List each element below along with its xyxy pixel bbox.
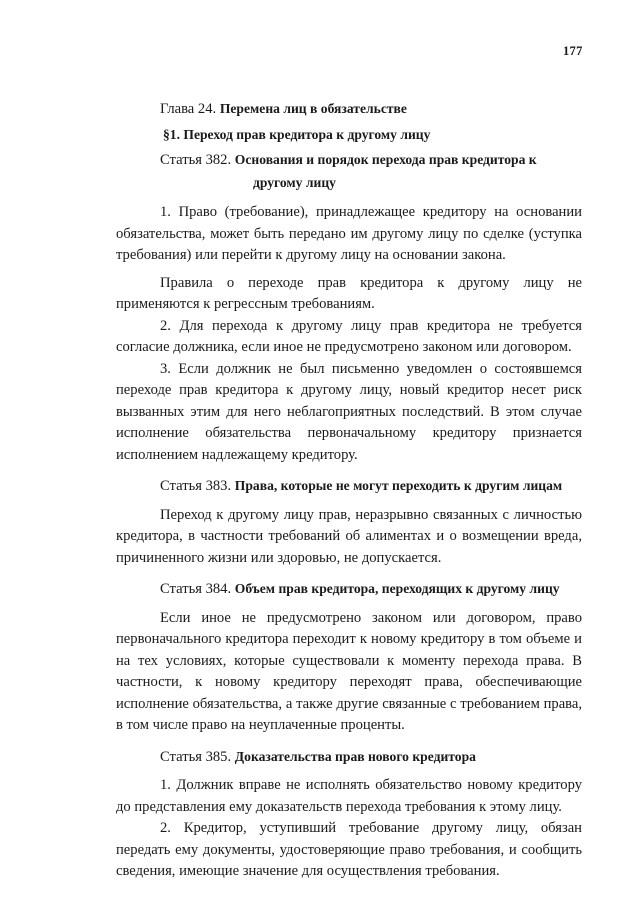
article-title: Доказательства прав нового кредитора xyxy=(234,748,476,764)
article-heading xyxy=(116,475,582,498)
article-title-continuation: другому лицу xyxy=(253,174,336,190)
article-heading xyxy=(116,578,582,601)
article-383 xyxy=(116,475,582,569)
chapter-label: Глава 24. xyxy=(160,101,217,117)
paragraph: Правила о переходе прав кредитора к другому лицу не применяются к регрессным требованиям. xyxy=(116,274,582,312)
article-label: Статья 383. xyxy=(160,478,232,494)
article-label: Статья 384. xyxy=(160,581,232,597)
article-label: Статья 382. xyxy=(160,152,232,168)
article-title: Основания и порядок перехода прав кредитора к xyxy=(234,152,537,167)
chapter-title: Перемена лиц в обязательстве xyxy=(219,101,407,116)
section-heading xyxy=(116,124,582,147)
article-385 xyxy=(116,746,582,883)
chapter-heading xyxy=(116,98,582,121)
article-heading xyxy=(116,149,582,172)
article-382 xyxy=(116,149,582,466)
paragraph: 2. Кредитор, уступивший требование другому лицу, обязан передать ему документы, удостоверяющие право требования, и сообщить сведения, имеющие значение для осуществления требования. xyxy=(116,820,582,879)
article-384 xyxy=(116,578,582,737)
paragraph: 1. Право (требование), принадлежащее кредитору на основании обязательства, может быть передано им другому лицу по сделке (уступка требования) или перейти к другому лицу на основании закона. xyxy=(116,204,582,263)
section-title: §1. Переход прав кредитора к другому лицу xyxy=(163,126,431,142)
paragraph: 3. Если должник не был письменно уведомлен о состоявшемся переходе прав кредитора к другому лицу, новый кредитор несет риск вызванных этим для него неблагоприятных последствий. В этом случае исполнение обязательства первоначальному кредитору признается исполнением надлежащему кредитору. xyxy=(116,360,582,463)
document-body xyxy=(116,98,582,892)
article-label: Статья 385. xyxy=(160,748,232,765)
paragraph: 2. Для перехода к другому лицу прав кредитора не требуется согласие должника, если иное не предусмотрено законом или договором. xyxy=(116,317,582,355)
article-heading xyxy=(116,746,582,769)
article-title: Права, которые не могут переходить к другим лицам xyxy=(234,478,563,493)
page-number: 177 xyxy=(563,44,583,58)
paragraph: 1. Должник вправе не исполнять обязательство новому кредитору до представления ему доказательств перехода требования к этому лицу. xyxy=(116,777,582,815)
paragraph: Переход к другому лицу прав, неразрывно связанных с личностью кредитора, в частности требований об алиментах и о возмещении вреда, причиненного жизни или здоровью, не допускается. xyxy=(116,506,582,566)
article-title: Объем прав кредитора, переходящих к другому лицу xyxy=(234,581,560,596)
paragraph: Если иное не предусмотрено законом или договором, право первоначального кредитора переходит к новому кредитору в том объеме и на тех условиях, которые существовали к моменту перехода права. В частности, к новому кредитору переходят права, обеспечивающие исполнение обязательства, а также другие связанные с требованием права, в том числе право на неуплаченные проценты. xyxy=(116,609,582,733)
